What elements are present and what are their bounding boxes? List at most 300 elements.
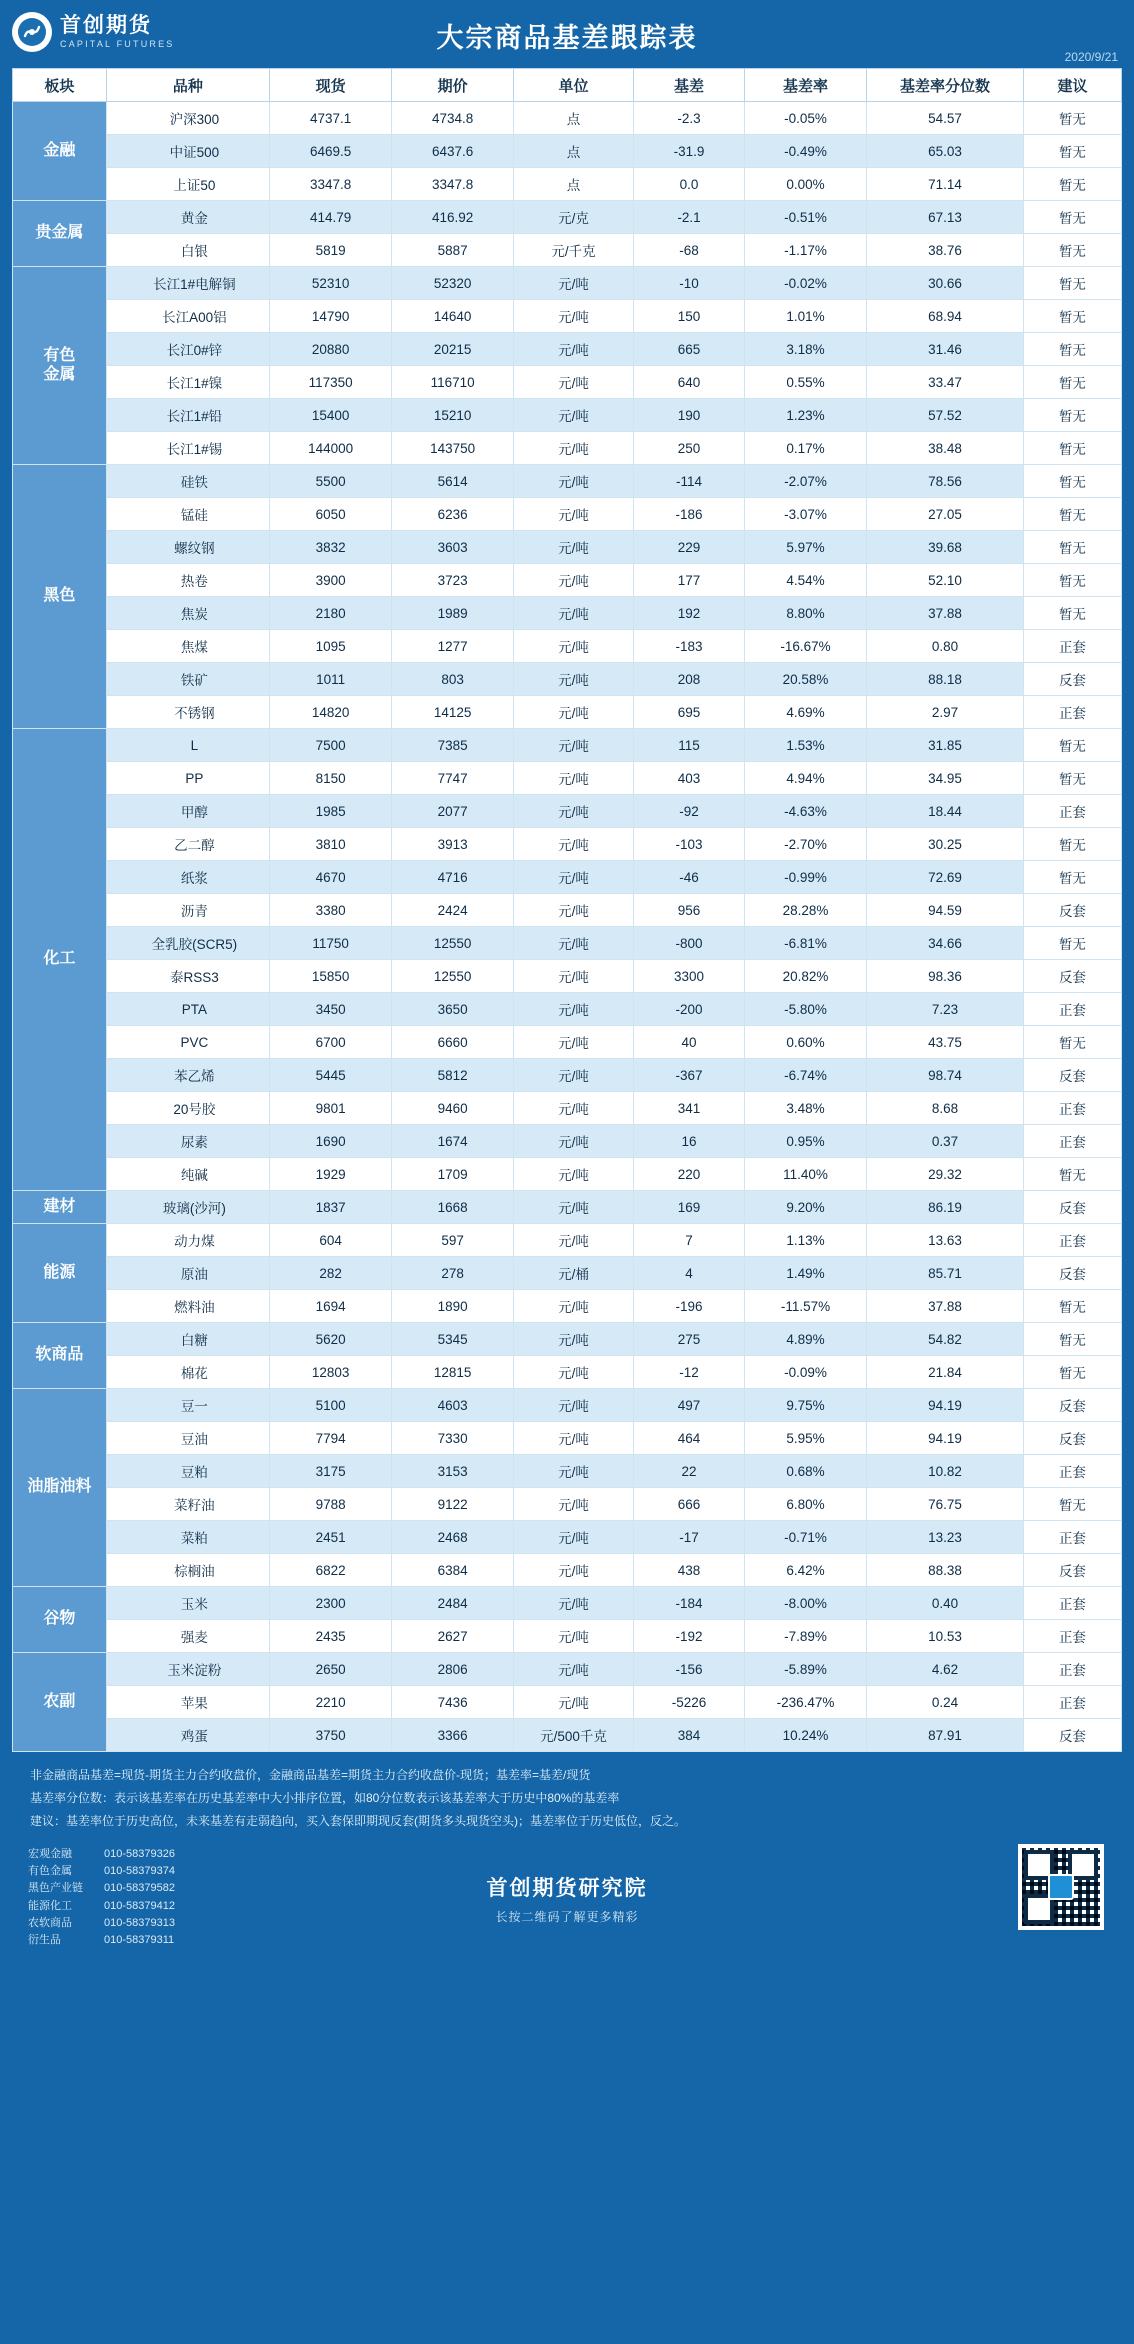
- contact-phone: 010-58379374: [104, 1865, 175, 1878]
- basis-rate-cell: 11.40%: [745, 1158, 867, 1191]
- basis-cell: 115: [633, 729, 744, 762]
- advice-cell: 暂无: [1023, 927, 1121, 960]
- basis-rate-cell: 20.58%: [745, 663, 867, 696]
- spot-cell: 5445: [270, 1059, 392, 1092]
- percentile-cell: 31.46: [867, 333, 1024, 366]
- col-sector: 板块: [13, 69, 107, 102]
- table-row: [13, 1686, 1122, 1719]
- variety-cell: 豆一: [106, 1389, 269, 1422]
- variety-cell: 焦煤: [106, 630, 269, 663]
- spot-cell: 604: [270, 1224, 392, 1257]
- spot-cell: 282: [270, 1257, 392, 1290]
- spot-cell: 4737.1: [270, 102, 392, 135]
- futures-cell: 2468: [392, 1521, 514, 1554]
- futures-cell: 2806: [392, 1653, 514, 1686]
- basis-cell: 497: [633, 1389, 744, 1422]
- unit-cell: 元/吨: [514, 960, 634, 993]
- basis-rate-cell: -0.99%: [745, 861, 867, 894]
- percentile-cell: 43.75: [867, 1026, 1024, 1059]
- variety-cell: 白银: [106, 234, 269, 267]
- spot-cell: 9788: [270, 1488, 392, 1521]
- basis-rate-cell: -0.49%: [745, 135, 867, 168]
- futures-cell: 4716: [392, 861, 514, 894]
- basis-cell: -10: [633, 267, 744, 300]
- percentile-cell: 94.19: [867, 1422, 1024, 1455]
- futures-cell: 1890: [392, 1290, 514, 1323]
- percentile-cell: 31.85: [867, 729, 1024, 762]
- table-row: [13, 630, 1122, 663]
- table-row: [13, 1422, 1122, 1455]
- spot-cell: 2180: [270, 597, 392, 630]
- table-row: [13, 498, 1122, 531]
- basis-cell: 640: [633, 366, 744, 399]
- advice-cell: 正套: [1023, 630, 1121, 663]
- spot-cell: 1985: [270, 795, 392, 828]
- advice-cell: 暂无: [1023, 333, 1121, 366]
- variety-cell: 热卷: [106, 564, 269, 597]
- basis-cell: -2.1: [633, 201, 744, 234]
- table-row: [13, 102, 1122, 135]
- basis-tracking-table: [12, 68, 1122, 1752]
- unit-cell: 元/吨: [514, 1158, 634, 1191]
- basis-rate-cell: -1.17%: [745, 234, 867, 267]
- spot-cell: 3832: [270, 531, 392, 564]
- spot-cell: 414.79: [270, 201, 392, 234]
- unit-cell: 元/500千克: [514, 1719, 634, 1752]
- variety-cell: 长江1#锡: [106, 432, 269, 465]
- basis-cell: 3300: [633, 960, 744, 993]
- table-row: [13, 828, 1122, 861]
- col-basis-percentile: 基差率分位数: [867, 69, 1024, 102]
- variety-cell: 锰硅: [106, 498, 269, 531]
- spot-cell: 4670: [270, 861, 392, 894]
- variety-cell: 乙二醇: [106, 828, 269, 861]
- contact-phone: 010-58379313: [104, 1916, 175, 1929]
- unit-cell: 元/吨: [514, 1356, 634, 1389]
- variety-cell: 菜籽油: [106, 1488, 269, 1521]
- page-header: [12, 10, 1122, 68]
- col-futures: 期价: [392, 69, 514, 102]
- spot-cell: 3380: [270, 894, 392, 927]
- futures-cell: 3153: [392, 1455, 514, 1488]
- table-row: [13, 1092, 1122, 1125]
- basis-rate-cell: 1.23%: [745, 399, 867, 432]
- advice-cell: 反套: [1023, 894, 1121, 927]
- advice-cell: 暂无: [1023, 498, 1121, 531]
- unit-cell: 元/吨: [514, 1686, 634, 1719]
- note-line: 基差率分位数：表示该基差率在历史基差率中大小排序位置，如80分位数表示该基差率大于历史中80%的基差率: [30, 1790, 620, 1805]
- sector-cell: 谷物: [13, 1587, 107, 1653]
- table-row: [13, 795, 1122, 828]
- table-row: [13, 1389, 1122, 1422]
- percentile-cell: 0.37: [867, 1125, 1024, 1158]
- basis-cell: -103: [633, 828, 744, 861]
- unit-cell: 元/吨: [514, 927, 634, 960]
- basis-rate-cell: 1.01%: [745, 300, 867, 333]
- spot-cell: 1095: [270, 630, 392, 663]
- variety-cell: 沪深300: [106, 102, 269, 135]
- table-row: [13, 168, 1122, 201]
- futures-cell: 5812: [392, 1059, 514, 1092]
- basis-rate-cell: 1.13%: [745, 1224, 867, 1257]
- spot-cell: 2650: [270, 1653, 392, 1686]
- variety-cell: 纯碱: [106, 1158, 269, 1191]
- basis-rate-cell: 20.82%: [745, 960, 867, 993]
- table-row: [13, 960, 1122, 993]
- sector-cell: 贵金属: [13, 201, 107, 267]
- variety-cell: 豆油: [106, 1422, 269, 1455]
- unit-cell: 元/吨: [514, 1290, 634, 1323]
- unit-cell: 元/吨: [514, 1488, 634, 1521]
- unit-cell: 元/桶: [514, 1257, 634, 1290]
- variety-cell: 长江0#锌: [106, 333, 269, 366]
- advice-cell: 正套: [1023, 993, 1121, 1026]
- variety-cell: 菜粕: [106, 1521, 269, 1554]
- futures-cell: 3347.8: [392, 168, 514, 201]
- basis-rate-cell: -236.47%: [745, 1686, 867, 1719]
- spot-cell: 3810: [270, 828, 392, 861]
- spot-cell: 5100: [270, 1389, 392, 1422]
- spot-cell: 12803: [270, 1356, 392, 1389]
- futures-cell: 7385: [392, 729, 514, 762]
- advice-cell: 正套: [1023, 1125, 1121, 1158]
- advice-cell: 暂无: [1023, 861, 1121, 894]
- variety-cell: 20号胶: [106, 1092, 269, 1125]
- futures-cell: 116710: [392, 366, 514, 399]
- basis-rate-cell: 5.97%: [745, 531, 867, 564]
- futures-cell: 416.92: [392, 201, 514, 234]
- basis-rate-cell: 0.68%: [745, 1455, 867, 1488]
- basis-rate-cell: 1.53%: [745, 729, 867, 762]
- note-line: 建议：基差率位于历史高位，未来基差有走弱趋向，买入套保即期现反套(期货多头现货空头)；基差率位于历史低位，反之。: [30, 1813, 686, 1828]
- footer-subtitle: 长按二维码了解更多精彩: [495, 1910, 639, 1925]
- table-row: [13, 135, 1122, 168]
- basis-cell: 403: [633, 762, 744, 795]
- table-row: [13, 300, 1122, 333]
- advice-cell: 暂无: [1023, 597, 1121, 630]
- futures-cell: 4603: [392, 1389, 514, 1422]
- spot-cell: 14820: [270, 696, 392, 729]
- unit-cell: 元/吨: [514, 597, 634, 630]
- advice-cell: 正套: [1023, 1620, 1121, 1653]
- futures-cell: 7436: [392, 1686, 514, 1719]
- advice-cell: 正套: [1023, 1521, 1121, 1554]
- variety-cell: 中证500: [106, 135, 269, 168]
- basis-rate-cell: -5.80%: [745, 993, 867, 1026]
- futures-cell: 2484: [392, 1587, 514, 1620]
- basis-cell: 190: [633, 399, 744, 432]
- percentile-cell: 72.69: [867, 861, 1024, 894]
- spot-cell: 9801: [270, 1092, 392, 1125]
- unit-cell: 元/吨: [514, 795, 634, 828]
- variety-cell: 棉花: [106, 1356, 269, 1389]
- sector-cell: 油脂油料: [13, 1389, 107, 1587]
- basis-cell: -17: [633, 1521, 744, 1554]
- basis-rate-cell: -8.00%: [745, 1587, 867, 1620]
- unit-cell: 元/吨: [514, 1455, 634, 1488]
- variety-cell: PTA: [106, 993, 269, 1026]
- percentile-cell: 30.25: [867, 828, 1024, 861]
- basis-cell: 666: [633, 1488, 744, 1521]
- basis-cell: 250: [633, 432, 744, 465]
- advice-cell: 暂无: [1023, 465, 1121, 498]
- variety-cell: 泰RSS3: [106, 960, 269, 993]
- futures-cell: 7747: [392, 762, 514, 795]
- futures-cell: 20215: [392, 333, 514, 366]
- percentile-cell: 94.19: [867, 1389, 1024, 1422]
- variety-cell: 焦炭: [106, 597, 269, 630]
- variety-cell: PP: [106, 762, 269, 795]
- advice-cell: 正套: [1023, 1224, 1121, 1257]
- spot-cell: 6822: [270, 1554, 392, 1587]
- contact-label: 农软商品: [28, 1916, 72, 1929]
- basis-cell: 384: [633, 1719, 744, 1752]
- basis-rate-cell: 1.49%: [745, 1257, 867, 1290]
- percentile-cell: 0.40: [867, 1587, 1024, 1620]
- advice-cell: 正套: [1023, 696, 1121, 729]
- basis-cell: 4: [633, 1257, 744, 1290]
- futures-cell: 3913: [392, 828, 514, 861]
- futures-cell: 12550: [392, 927, 514, 960]
- variety-cell: 强麦: [106, 1620, 269, 1653]
- advice-cell: 暂无: [1023, 399, 1121, 432]
- basis-cell: -5226: [633, 1686, 744, 1719]
- contact-row: [28, 1880, 175, 1897]
- table-row: [13, 1257, 1122, 1290]
- futures-cell: 3603: [392, 531, 514, 564]
- percentile-cell: 94.59: [867, 894, 1024, 927]
- percentile-cell: 57.52: [867, 399, 1024, 432]
- spot-cell: 20880: [270, 333, 392, 366]
- percentile-cell: 27.05: [867, 498, 1024, 531]
- contact-phone: 010-58379326: [104, 1848, 175, 1861]
- futures-cell: 1277: [392, 630, 514, 663]
- futures-cell: 1989: [392, 597, 514, 630]
- basis-cell: 177: [633, 564, 744, 597]
- advice-cell: 暂无: [1023, 102, 1121, 135]
- basis-rate-cell: -0.09%: [745, 1356, 867, 1389]
- unit-cell: 元/吨: [514, 1653, 634, 1686]
- basis-rate-cell: 3.18%: [745, 333, 867, 366]
- sector-cell: 金融: [13, 102, 107, 201]
- variety-cell: 纸浆: [106, 861, 269, 894]
- table-row: [13, 1653, 1122, 1686]
- variety-cell: 燃料油: [106, 1290, 269, 1323]
- basis-cell: 695: [633, 696, 744, 729]
- table-row: [13, 1125, 1122, 1158]
- page-footer: [12, 1840, 1122, 1960]
- spot-cell: 15400: [270, 399, 392, 432]
- qr-code-image[interactable]: [1018, 1844, 1104, 1930]
- table-row: [13, 1587, 1122, 1620]
- variety-cell: 鸡蛋: [106, 1719, 269, 1752]
- spot-cell: 52310: [270, 267, 392, 300]
- advice-cell: 暂无: [1023, 531, 1121, 564]
- table-row: [13, 729, 1122, 762]
- unit-cell: 元/吨: [514, 993, 634, 1026]
- percentile-cell: 4.62: [867, 1653, 1024, 1686]
- unit-cell: 元/克: [514, 201, 634, 234]
- percentile-cell: 34.66: [867, 927, 1024, 960]
- spot-cell: 8150: [270, 762, 392, 795]
- futures-cell: 5345: [392, 1323, 514, 1356]
- advice-cell: 反套: [1023, 1422, 1121, 1455]
- table-row: [13, 465, 1122, 498]
- basis-rate-cell: 10.24%: [745, 1719, 867, 1752]
- sector-cell: 软商品: [13, 1323, 107, 1389]
- variety-cell: 动力煤: [106, 1224, 269, 1257]
- futures-cell: 14125: [392, 696, 514, 729]
- unit-cell: 点: [514, 168, 634, 201]
- futures-cell: 1668: [392, 1191, 514, 1224]
- contact-row: [28, 1915, 175, 1932]
- spot-cell: 1694: [270, 1290, 392, 1323]
- basis-rate-cell: 0.60%: [745, 1026, 867, 1059]
- table-row: [13, 762, 1122, 795]
- basis-rate-cell: 0.95%: [745, 1125, 867, 1158]
- table-row: [13, 1191, 1122, 1224]
- table-row: [13, 1719, 1122, 1752]
- spot-cell: 14790: [270, 300, 392, 333]
- basis-rate-cell: -0.02%: [745, 267, 867, 300]
- spot-cell: 6050: [270, 498, 392, 531]
- percentile-cell: 85.71: [867, 1257, 1024, 1290]
- spot-cell: 3347.8: [270, 168, 392, 201]
- futures-cell: 1674: [392, 1125, 514, 1158]
- table-row: [13, 564, 1122, 597]
- basis-rate-cell: 4.54%: [745, 564, 867, 597]
- advice-cell: 暂无: [1023, 1488, 1121, 1521]
- percentile-cell: 33.47: [867, 366, 1024, 399]
- col-advice: 建议: [1023, 69, 1121, 102]
- basis-cell: -196: [633, 1290, 744, 1323]
- basis-rate-cell: 4.69%: [745, 696, 867, 729]
- sector-cell: 有色 金属: [13, 267, 107, 465]
- percentile-cell: 0.80: [867, 630, 1024, 663]
- advice-cell: 正套: [1023, 1587, 1121, 1620]
- futures-cell: 6660: [392, 1026, 514, 1059]
- advice-cell: 正套: [1023, 1092, 1121, 1125]
- unit-cell: 元/吨: [514, 1125, 634, 1158]
- futures-cell: 4734.8: [392, 102, 514, 135]
- table-row: [13, 267, 1122, 300]
- variety-cell: 甲醇: [106, 795, 269, 828]
- advice-cell: 暂无: [1023, 201, 1121, 234]
- percentile-cell: 67.13: [867, 201, 1024, 234]
- unit-cell: 元/吨: [514, 1587, 634, 1620]
- unit-cell: 元/吨: [514, 1620, 634, 1653]
- unit-cell: 元/吨: [514, 1554, 634, 1587]
- brand-logo: [12, 12, 175, 52]
- advice-cell: 反套: [1023, 663, 1121, 696]
- variety-cell: 苯乙烯: [106, 1059, 269, 1092]
- futures-cell: 9460: [392, 1092, 514, 1125]
- basis-rate-cell: 9.75%: [745, 1389, 867, 1422]
- basis-rate-cell: -16.67%: [745, 630, 867, 663]
- basis-cell: -12: [633, 1356, 744, 1389]
- futures-cell: 143750: [392, 432, 514, 465]
- table-row: [13, 333, 1122, 366]
- table-row: [13, 1323, 1122, 1356]
- percentile-cell: 34.95: [867, 762, 1024, 795]
- spot-cell: 144000: [270, 432, 392, 465]
- unit-cell: 元/吨: [514, 465, 634, 498]
- spot-cell: 3450: [270, 993, 392, 1026]
- percentile-cell: 2.97: [867, 696, 1024, 729]
- basis-cell: -156: [633, 1653, 744, 1686]
- unit-cell: 元/吨: [514, 630, 634, 663]
- percentile-cell: 37.88: [867, 597, 1024, 630]
- advice-cell: 暂无: [1023, 267, 1121, 300]
- table-row: [13, 1554, 1122, 1587]
- advice-cell: 暂无: [1023, 1158, 1121, 1191]
- variety-cell: 不锈钢: [106, 696, 269, 729]
- percentile-cell: 98.36: [867, 960, 1024, 993]
- futures-cell: 2424: [392, 894, 514, 927]
- futures-cell: 6384: [392, 1554, 514, 1587]
- basis-rate-cell: 3.48%: [745, 1092, 867, 1125]
- contact-label: 能源化工: [28, 1899, 72, 1912]
- futures-cell: 14640: [392, 300, 514, 333]
- basis-cell: 665: [633, 333, 744, 366]
- unit-cell: 元/吨: [514, 1191, 634, 1224]
- percentile-cell: 88.18: [867, 663, 1024, 696]
- table-row: [13, 861, 1122, 894]
- table-body: [13, 102, 1122, 1752]
- basis-rate-cell: -0.05%: [745, 102, 867, 135]
- variety-cell: 长江A00铝: [106, 300, 269, 333]
- table-row: [13, 1026, 1122, 1059]
- contacts-list: [28, 1846, 175, 1948]
- report-date: 2020/9/21: [1064, 50, 1118, 64]
- contact-label: 有色金属: [28, 1865, 72, 1878]
- basis-rate-cell: -2.70%: [745, 828, 867, 861]
- advice-cell: 反套: [1023, 1554, 1121, 1587]
- variety-cell: 沥青: [106, 894, 269, 927]
- spot-cell: 3900: [270, 564, 392, 597]
- unit-cell: 元/吨: [514, 1026, 634, 1059]
- basis-rate-cell: -0.51%: [745, 201, 867, 234]
- advice-cell: 暂无: [1023, 762, 1121, 795]
- contact-row: [28, 1846, 175, 1863]
- table-row: [13, 399, 1122, 432]
- basis-rate-cell: 4.94%: [745, 762, 867, 795]
- percentile-cell: 18.44: [867, 795, 1024, 828]
- contact-row: [28, 1932, 175, 1949]
- basis-cell: 169: [633, 1191, 744, 1224]
- advice-cell: 暂无: [1023, 135, 1121, 168]
- percentile-cell: 10.53: [867, 1620, 1024, 1653]
- col-unit: 单位: [514, 69, 634, 102]
- variety-cell: 玉米: [106, 1587, 269, 1620]
- table-row: [13, 1356, 1122, 1389]
- futures-cell: 803: [392, 663, 514, 696]
- table-row: [13, 1059, 1122, 1092]
- futures-cell: 2077: [392, 795, 514, 828]
- futures-cell: 597: [392, 1224, 514, 1257]
- percentile-cell: 13.63: [867, 1224, 1024, 1257]
- spot-cell: 6469.5: [270, 135, 392, 168]
- variety-cell: 黄金: [106, 201, 269, 234]
- advice-cell: 反套: [1023, 1257, 1121, 1290]
- spot-cell: 7500: [270, 729, 392, 762]
- sector-cell: 化工: [13, 729, 107, 1191]
- unit-cell: 元/吨: [514, 1323, 634, 1356]
- contact-label: 黑色产业链: [28, 1882, 83, 1895]
- basis-cell: 220: [633, 1158, 744, 1191]
- advice-cell: 暂无: [1023, 1323, 1121, 1356]
- advice-cell: 反套: [1023, 1719, 1121, 1752]
